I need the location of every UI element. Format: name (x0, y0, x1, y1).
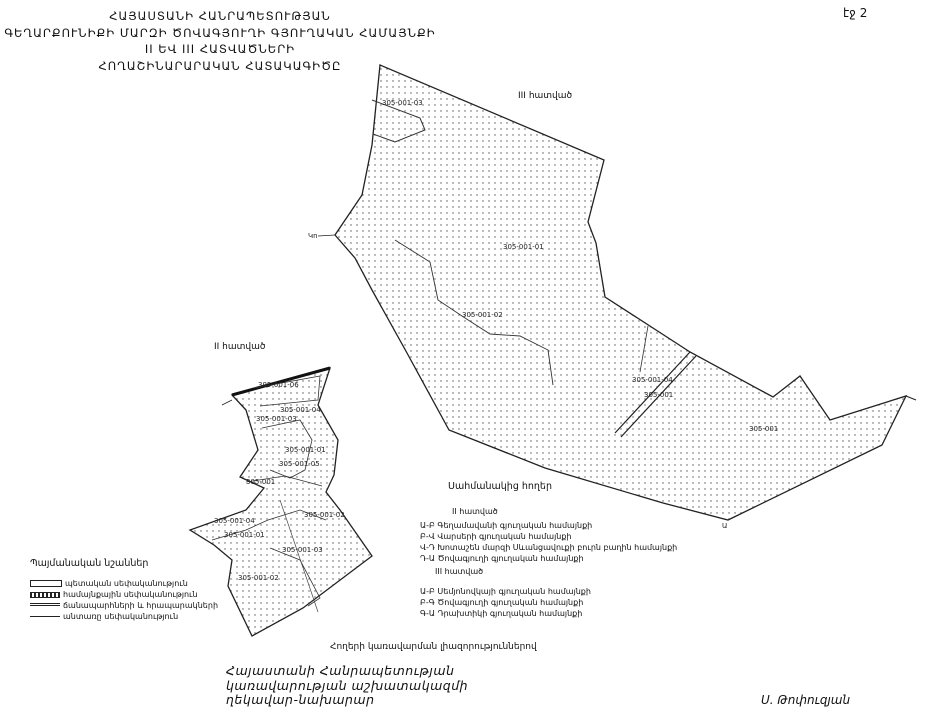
parcel-label: 305-001-01 (503, 243, 544, 251)
page-number: էջ 2 (843, 6, 868, 20)
signer-name: Ս. Թոփուզյան (761, 693, 851, 707)
parcel-label: 305-001-05 (279, 460, 320, 468)
boundary-item: Վ-Դ Խոտաշեն մարզի Սևանցավուքի բուրն բաղին համայնքի (420, 543, 678, 552)
boundary-item: Գ-Ա Դրախտիկի գյուղական համայնքի (420, 609, 583, 618)
section-iii-parcel (335, 65, 906, 520)
legend-road-icon (30, 603, 60, 608)
boundary-item: Բ-Վ Վարսերի գյուղական համայնքի (420, 532, 572, 541)
legend-item (30, 589, 198, 600)
parcel-label: 305-001-03 (282, 546, 323, 554)
legend-state-icon (30, 580, 62, 587)
section-ii-label: II հատված (214, 342, 266, 352)
title-line-1: ՀԱՅԱՍՏԱՆԻ ՀԱՆՐԱՊԵՏՈՒԹՅԱՆ (109, 9, 331, 23)
legend-label: համայնքային սեփականություն (63, 590, 198, 599)
title-line-4: ՀՈՂԱՇԻՆԱՐԱՐԱԿԱՆ ՀԱՏԱԿԱԳԻԾԸ (98, 59, 342, 73)
parcel-label: 305-001-04 (632, 376, 673, 384)
legend-label: անտառը սեփականություն (63, 612, 179, 621)
parcel-label: 305-001-01 (285, 446, 326, 454)
map-mark: Կո (308, 232, 318, 240)
parcel-label: 305-001-03 (256, 415, 297, 423)
parcel-label: 305-001 (644, 391, 674, 399)
boundary-item: Դ-Ա Ծովագյուղի գյուղական համայնքի (420, 554, 584, 563)
boundary-item: Ա-Բ Սեմյոնովկայի գյուղական համայնքի (420, 587, 591, 596)
title-line-2: ԳԵՂԱՐՔՈՒՆԻՔԻ ՄԱՐԶԻ ԾՈՎԱԳՅՈՒՂԻ ԳՅՈՒՂԱԿԱՆ ՀԱՄԱՅՆՔԻ (4, 26, 436, 40)
legend-forest-icon (30, 616, 60, 618)
parcel-label: 305-001 (246, 478, 276, 486)
signature-line-2: կառավարության աշխատակազմի (226, 678, 469, 693)
legend-item (30, 600, 218, 611)
parcel-label: 305-001-04 (280, 406, 321, 414)
boundary-item: Ա-Բ Գեղամավանի գյուղական համայնքի (420, 521, 593, 530)
signature-line-3: ղեկավար-նախարար (226, 692, 375, 707)
parcel-label: 305-001 (749, 425, 779, 433)
legend-label: պետական սեփականություն (65, 579, 188, 588)
boundary-item: Բ-Գ Ծովագյուղի գյուղական համայնքի (420, 598, 584, 607)
legend-title: Պայմանական նշաններ (30, 558, 149, 569)
parcel-label: 305-001-01 (224, 531, 265, 539)
boundaries-section-iii-heading: III հատված (435, 567, 484, 576)
boundaries-title: Սահմանակից հողեր (448, 481, 552, 492)
section-iii-label: III հատված (518, 91, 573, 101)
parcel-label: 305-001-03 (382, 99, 423, 107)
legend-item (30, 578, 188, 589)
parcel-label: 305-001-02 (304, 511, 345, 519)
parcel-label: 305-001-06 (258, 381, 299, 389)
map-caption: Հողերի կառավարման լիազորություններով (330, 642, 537, 652)
legend-label: ճանապարհների և հրապարակների (63, 601, 219, 610)
signature-line-1: Հայաստանի Հանրապետության (226, 663, 455, 678)
boundaries-section-ii-heading: II հատված (452, 507, 498, 516)
legend-item (30, 611, 178, 622)
parcel-label: 305-001-02 (462, 311, 503, 319)
legend-community-icon (30, 592, 60, 598)
parcel-label: 305-001-04 (214, 517, 255, 525)
parcel-label: 305-001-02 (238, 574, 279, 582)
title-line-3: II ԵՎ III ՀԱՏՎԱԾՆԵՐԻ (144, 42, 296, 56)
map-mark: Ա (722, 522, 728, 530)
